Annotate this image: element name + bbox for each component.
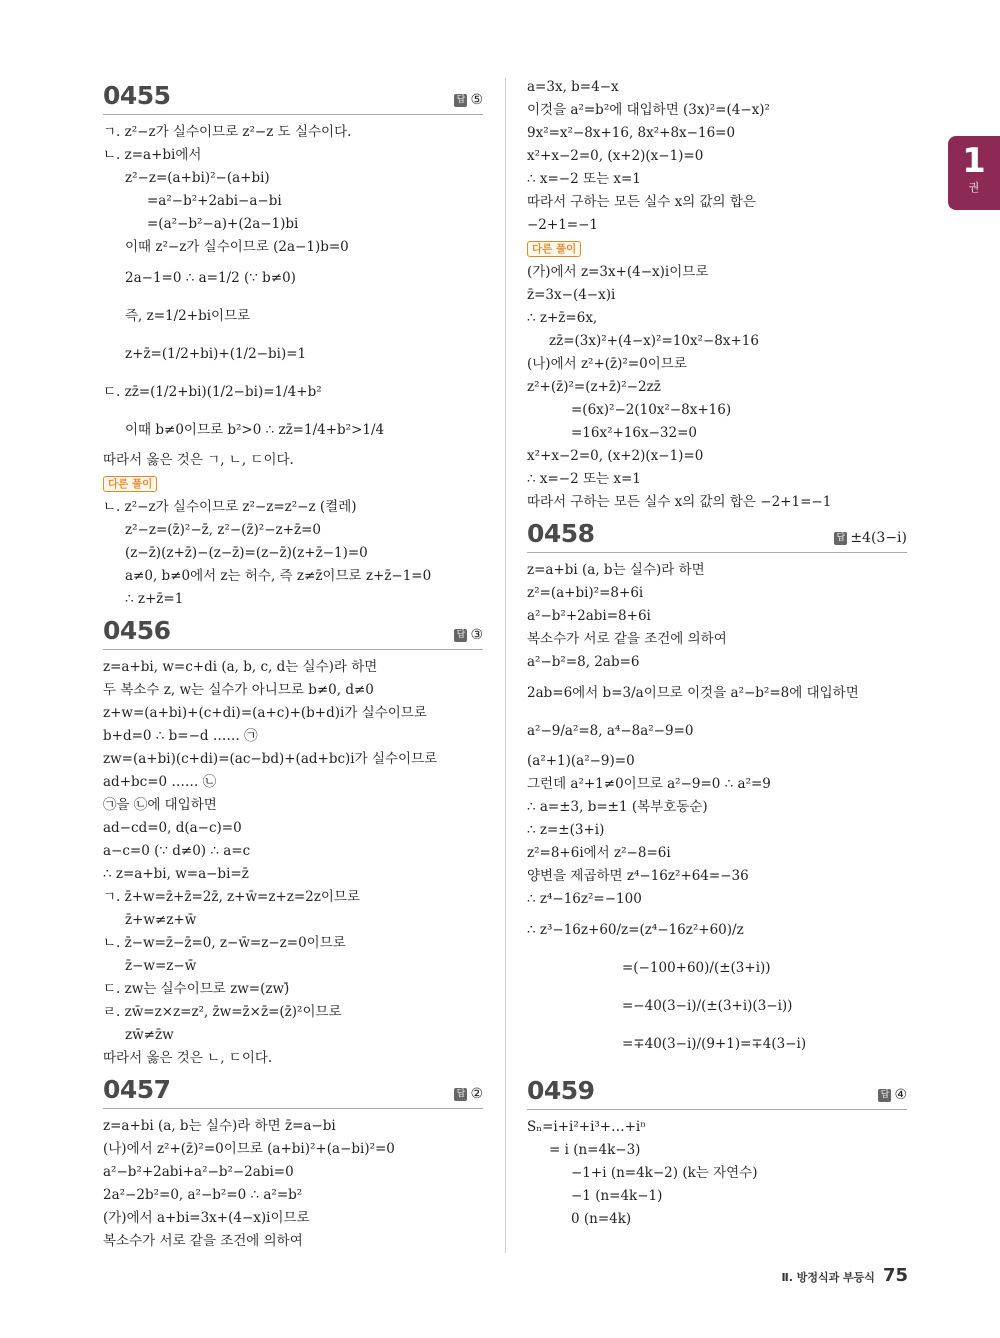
solution-line: z²=8+6i에서 z²−8=6i [527, 845, 671, 861]
solution-line: =a²−b²+2abi−a−bi [147, 193, 282, 209]
solution-line: a²−b²+2abi+a²−b²−2abi=0 [103, 1164, 294, 1180]
solution-line: a²−9/a²=8, a⁴−8a²−9=0 [527, 723, 694, 739]
solution-line: =∓40(3−i)/(9+1)=∓4(3−i) [622, 1036, 807, 1052]
alt-solution-line: ∴ z+z̄=6x, [527, 310, 598, 326]
alt-solution-line: z²+(z̄)²=(z+z̄)²−2zz̄ [527, 379, 661, 395]
solution-line: 따라서 옳은 것은 ㄱ, ㄴ, ㄷ이다. [103, 452, 294, 468]
solution-line: z²=(a+bi)²=8+6i [527, 585, 644, 601]
solution-line: 이것을 a²=b²에 대입하면 (3x)²=(4−x)² [527, 102, 770, 118]
solution-line: z²−z=(a+bi)²−(a+bi) [125, 170, 270, 186]
alt-solution-line: (가)에서 z=3x+(4−x)i이므로 [527, 264, 709, 280]
section-header-0457 [103, 1070, 483, 1109]
solution-line: (가)에서 a+bi=3x+(4−x)i이므로 [103, 1210, 310, 1226]
alt-solution-line: x²+x−2=0, (x+2)(x−1)=0 [527, 448, 704, 464]
solution-line: 이때 z²−z가 실수이므로 (2a−1)b=0 [125, 239, 349, 255]
volume-number: 1 [962, 141, 986, 181]
solution-line: = i (n=4k−3) [549, 1142, 641, 1158]
answer-value: ④ [894, 1087, 907, 1103]
alt-solution-line: ∴ x=−2 또는 x=1 [527, 471, 641, 487]
solution-line: ∴ a=±3, b=±1 (복부호동순) [527, 799, 708, 815]
answer-badge-icon: 답 [878, 1089, 891, 1102]
solution-line: =−40(3−i)/(±(3+i)(3−i)) [622, 998, 793, 1014]
alt-solution-line: 따라서 구하는 모든 실수 x의 값의 합은 −2+1=−1 [527, 494, 832, 510]
solution-line: −1 (n=4k−1) [571, 1188, 663, 1204]
solution-line: 이때 b≠0이므로 b²>0 ∴ zz̄=1/4+b²>1/4 [125, 422, 385, 438]
solution-line: −2+1=−1 [527, 217, 599, 233]
solution-line: z=a+bi (a, b는 실수)라 하면 z̄=a−bi [103, 1118, 336, 1134]
solution-line: ㉠을 ㉡에 대입하면 [103, 797, 217, 813]
alt-solution-line: =(6x)²−2(10x²−8x+16) [571, 402, 732, 418]
page-footer [781, 1265, 908, 1286]
solution-line: ad−cd=0, d(a−c)=0 [103, 820, 242, 836]
answer [454, 627, 483, 643]
solution-line: 즉, z=1/2+bi이므로 [125, 308, 251, 324]
solution-line: ad+bc=0 …… ㉡ [103, 774, 217, 790]
solution-line: 따라서 구하는 모든 실수 x의 값의 합은 [527, 194, 756, 210]
answer-badge-icon: 답 [454, 94, 467, 107]
alt-solution-badge: 다른 풀이 [527, 241, 581, 257]
answer-badge-icon: 답 [834, 532, 847, 545]
volume-tab [948, 136, 1000, 210]
solution-line: 복소수가 서로 같을 조건에 의하여 [527, 631, 727, 647]
section-header-0459 [527, 1071, 907, 1110]
solution-line: b+d=0 ∴ b=−d …… ㉠ [103, 728, 258, 744]
solution-line: (a²+1)(a²−9)=0 [527, 753, 635, 769]
problem-number: 0459 [527, 1076, 595, 1105]
solution-line: 2ab=6에서 b=3/a이므로 이것을 a²−b²=8에 대입하면 [527, 685, 859, 701]
solution-line: Sₙ=i+i²+i³+…+iⁿ [527, 1119, 647, 1135]
solution-line: z̄−w=z−w̄ [125, 958, 197, 974]
section-header-0455 [103, 76, 483, 115]
section-header-0456 [103, 611, 483, 650]
answer-value: ⑤ [470, 92, 483, 108]
solution-line: zw=(a+bi)(c+di)=(ac−bd)+(ad+bc)i가 실수이므로 [103, 751, 438, 767]
answer-badge-icon: 답 [454, 629, 467, 642]
solution-line: 두 복소수 z, w는 실수가 아니므로 b≠0, d≠0 [103, 682, 374, 698]
answer [834, 530, 907, 546]
alt-solution-line: z̄=3x−(4−x)i [527, 287, 616, 303]
answer [454, 1086, 483, 1102]
problem-number: 0455 [103, 81, 171, 110]
volume-label: 권 [968, 181, 980, 194]
problem-number: 0458 [527, 519, 595, 548]
solution-line: z=a+bi (a, b는 실수)라 하면 [527, 562, 705, 578]
answer-value: ② [470, 1086, 483, 1102]
problem-number: 0457 [103, 1075, 171, 1104]
solution-line: 따라서 옳은 것은 ㄴ, ㄷ이다. [103, 1050, 273, 1066]
solution-line: 복소수가 서로 같을 조건에 의하여 [103, 1233, 303, 1249]
alt-solution-badge: 다른 풀이 [103, 476, 157, 492]
answer-badge-icon: 답 [454, 1088, 467, 1101]
solution-line: ㄷ. zz̄=(1/2+bi)(1/2−bi)=1/4+b² [103, 384, 322, 400]
solution-line: 양변을 제곱하면 z⁴−16z²+64=−36 [527, 868, 749, 884]
solution-line: ㄷ. zw는 실수이므로 zw=(zw)̄ [103, 981, 290, 997]
solution-line: ∴ z=a+bi, w=a−bi=z̄ [103, 866, 249, 882]
solution-line: =(−100+60)/(±(3+i)) [622, 960, 771, 976]
solution-line: zw̄≠z̄w [125, 1027, 174, 1043]
answer [454, 92, 483, 108]
column-divider [505, 78, 506, 1253]
solution-line: =(a²−b²−a)+(2a−1)bi [147, 216, 299, 232]
solution-line: 9x²=x²−8x+16, 8x²+8x−16=0 [527, 125, 736, 141]
chapter-title: Ⅱ. 방정식과 부등식 [781, 1271, 875, 1284]
problem-number: 0456 [103, 616, 171, 645]
alt-solution-line: ∴ z+z̄=1 [125, 591, 184, 607]
solution-line: ㄱ. z²−z가 실수이므로 z²−z 도 실수이다. [103, 124, 352, 140]
solution-line: a=3x, b=4−x [527, 79, 619, 95]
right-column [527, 76, 907, 1231]
solution-line: 2a²−2b²=0, a²−b²=0 ∴ a²=b² [103, 1187, 303, 1203]
solution-line: a²−b²=8, 2ab=6 [527, 654, 640, 670]
solution-line: ∴ z=±(3+i) [527, 822, 605, 838]
section-header-0458 [527, 514, 907, 553]
solution-line: ㄴ. z̄−w=z̄−z̄=0, z−w̄=z−z=0이므로 [103, 935, 346, 951]
solution-line: x²+x−2=0, (x+2)(x−1)=0 [527, 148, 704, 164]
alt-solution-line: (나)에서 z²+(z̄)²=0이므로 [527, 356, 687, 372]
alt-solution-line: ㄴ. z²−z가 실수이므로 z²−z=z²−z (켤레) [103, 499, 357, 515]
left-column [103, 76, 483, 1253]
solution-line: 0 (n=4k) [571, 1211, 632, 1227]
alt-solution-line: a≠0, b≠0에서 z는 허수, 즉 z≠z̄이므로 z+z̄−1=0 [125, 568, 432, 584]
answer [878, 1087, 907, 1103]
solution-line: ㄱ. z̄+w=z̄+z̄=2z̄, z+w̄=z+z=2z이므로 [103, 889, 361, 905]
solution-line: ㄴ. z=a+bi에서 [103, 147, 202, 163]
solution-line: −1+i (n=4k−2) (k는 자연수) [571, 1165, 758, 1181]
alt-solution-line: zz̄=(3x)²+(4−x)²=10x²−8x+16 [549, 333, 759, 349]
alt-solution-line: (z−z̄)(z+z̄)−(z−z̄)=(z−z̄)(z+z̄−1)=0 [125, 545, 368, 561]
solution-line: z̄+w≠z+w̄ [125, 912, 197, 928]
solution-line: ∴ z⁴−16z²=−100 [527, 891, 642, 907]
alt-solution-line: z²−z=(z̄)²−z̄, z²−(z̄)²−z+z̄=0 [125, 522, 321, 538]
solution-line: a²−b²+2abi=8+6i [527, 608, 651, 624]
solution-line: ∴ z³−16z+60/z=(z⁴−16z²+60)/z [527, 922, 744, 938]
solution-line: z+w=(a+bi)+(c+di)=(a+c)+(b+d)i가 실수이므로 [103, 705, 427, 721]
solution-line: a−c=0 (∵ d≠0) ∴ a=c [103, 843, 251, 859]
solution-line: ∴ x=−2 또는 x=1 [527, 171, 641, 187]
solution-line: (나)에서 z²+(z̄)²=0이므로 (a+bi)²+(a−bi)²=0 [103, 1141, 395, 1157]
answer-value: ③ [470, 627, 483, 643]
page-number: 75 [882, 1265, 908, 1286]
solution-line: 그런데 a²+1≠0이므로 a²−9=0 ∴ a²=9 [527, 776, 771, 792]
solution-line: 2a−1=0 ∴ a=1/2 (∵ b≠0) [125, 270, 296, 286]
alt-solution-line: =16x²+16x−32=0 [571, 425, 698, 441]
answer-value: ±4(3−i) [850, 530, 907, 546]
solution-line: z=a+bi, w=c+di (a, b, c, d는 실수)라 하면 [103, 659, 378, 675]
solution-line: z+z̄=(1/2+bi)+(1/2−bi)=1 [125, 346, 307, 362]
solution-line: ㄹ. zw̄=z×z=z², z̄w=z̄×z̄=(z̄)²이므로 [103, 1004, 342, 1020]
